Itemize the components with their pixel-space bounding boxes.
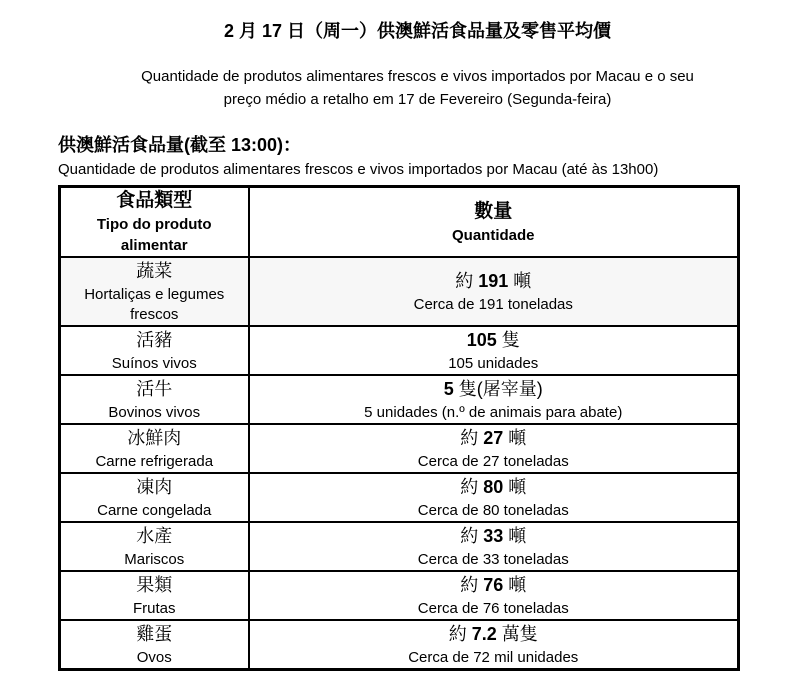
quantity-pt: Cerca de 72 mil unidades	[408, 649, 579, 666]
quantity-pt: Cerca de 27 toneladas	[417, 453, 569, 470]
quantity-pt: Cerca de 80 toneladas	[417, 502, 569, 519]
product-name-zh: 活豬	[136, 330, 173, 350]
product-cell	[60, 522, 249, 571]
product-name-pt: Frutas	[132, 600, 176, 617]
quantity-zh: 105 隻	[466, 330, 520, 350]
header-product-type-pt: Tipo do produto alimentar	[96, 216, 212, 254]
product-cell	[60, 326, 249, 375]
quantity-zh: 5 隻(屠宰量)	[443, 379, 543, 399]
quantity-cell	[249, 571, 739, 620]
table-row-live-pigs	[60, 326, 739, 375]
product-name-pt: Ovos	[136, 649, 172, 666]
table-row-frozen-meat	[60, 473, 739, 522]
section-heading-pt: Quantidade de produtos alimentares frescos e vivos importados por Macau (até às 13h00)	[58, 161, 659, 178]
product-name-zh: 蔬菜	[136, 261, 173, 281]
quantity-cell	[249, 326, 739, 375]
product-name-pt: Carne refrigerada	[95, 453, 214, 470]
table-header-row	[60, 187, 739, 258]
quantity-cell	[249, 257, 739, 326]
product-cell	[60, 620, 249, 670]
product-cell	[60, 571, 249, 620]
product-name-zh: 水產	[136, 526, 173, 546]
product-name-pt: Hortaliças e legumes frescos	[84, 286, 225, 323]
table-row-chilled-meat	[60, 424, 739, 473]
product-cell	[60, 424, 249, 473]
quantity-cell	[249, 473, 739, 522]
quantity-zh: 約 7.2 萬隻	[448, 624, 538, 644]
quantity-pt: 5 unidades (n.º de animais para abate)	[364, 404, 623, 421]
table-row-vegetables	[60, 257, 739, 326]
table-row-eggs	[60, 620, 739, 670]
quantity-zh: 約 33 噸	[460, 526, 527, 546]
quantity-cell	[249, 522, 739, 571]
product-name-pt: Suínos vivos	[111, 355, 197, 372]
table-row-live-cattle	[60, 375, 739, 424]
header-product-type-zh: 食品類型	[116, 190, 193, 211]
quantity-pt: Cerca de 191 toneladas	[413, 296, 573, 313]
quantity-zh: 約 80 噸	[460, 477, 527, 497]
product-name-zh: 凍肉	[136, 477, 173, 497]
table-row-seafood	[60, 522, 739, 571]
product-name-pt: Bovinos vivos	[108, 404, 201, 421]
product-name-pt: Mariscos	[124, 551, 185, 568]
product-name-zh: 果類	[136, 575, 173, 595]
page-subtitle	[58, 65, 777, 111]
header-quantity-zh: 數量	[474, 200, 513, 222]
product-name-zh: 雞蛋	[136, 624, 173, 644]
quantity-pt: Cerca de 76 toneladas	[417, 600, 569, 617]
quantity-cell	[249, 375, 739, 424]
product-name-zh: 冰鮮肉	[127, 428, 182, 448]
quantity-pt: Cerca de 33 toneladas	[417, 551, 569, 568]
food-quantity-table	[58, 185, 740, 671]
quantity-cell	[249, 620, 739, 670]
product-name-pt: Carne congelada	[97, 502, 212, 519]
table-row-fruits	[60, 571, 739, 620]
page-title: 2 月 17 日（周一）供澳鮮活食品量及零售平均價	[223, 21, 612, 41]
product-cell	[60, 473, 249, 522]
quantity-zh: 約 191 噸	[455, 271, 532, 291]
quantity-cell	[249, 424, 739, 473]
quantity-zh: 約 76 噸	[460, 575, 527, 595]
product-name-zh: 活牛	[136, 379, 173, 399]
subtitle-line-1: Quantidade de produtos alimentares frescos e vivos importados por Macau e o seu	[141, 68, 694, 85]
product-cell	[60, 375, 249, 424]
subtitle-line-2: preço médio a retalho em 17 de Fevereiro (Segunda-feira)	[223, 91, 612, 108]
header-quantity-pt: Quantidade	[451, 226, 535, 244]
header-cell-quantity	[249, 187, 739, 258]
quantity-pt: 105 unidades	[448, 355, 539, 372]
section-heading-zh: 供澳鮮活食品量(截至 13:00)：	[58, 135, 302, 155]
header-cell-product-type	[60, 187, 249, 258]
quantity-zh: 約 27 噸	[460, 428, 527, 448]
product-cell	[60, 257, 249, 326]
